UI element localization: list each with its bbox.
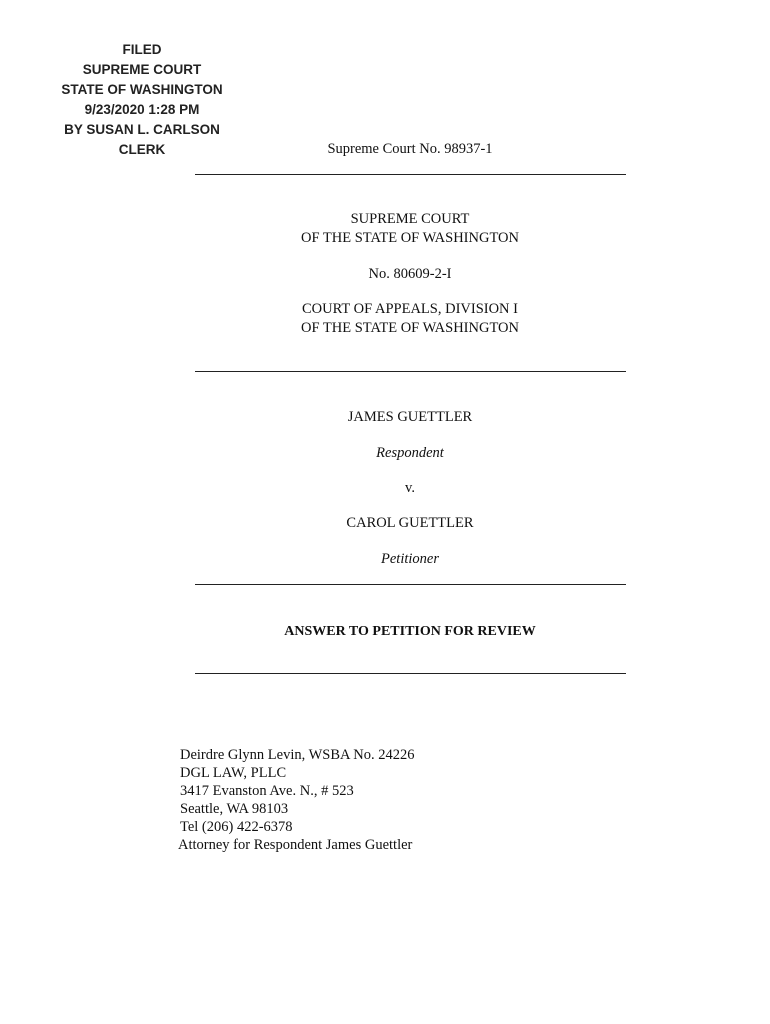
stamp-clerk-title: CLERK: [118, 142, 166, 157]
stamp-clerk-name: BY SUSAN L. CARLSON: [64, 122, 220, 137]
attorney-firm: DGL LAW, PLLC: [180, 765, 287, 781]
attorney-name: Deirdre Glynn Levin, WSBA No. 24226: [180, 747, 415, 763]
divider-rule: [195, 174, 626, 175]
court-name-line1: SUPREME COURT: [350, 211, 470, 227]
appeal-number: No. 80609-2-I: [368, 266, 452, 282]
stamp-state: STATE OF WASHINGTON: [61, 82, 223, 97]
respondent-name: JAMES GUETTLER: [347, 409, 473, 425]
court-name-line2: OF THE STATE OF WASHINGTON: [301, 230, 519, 246]
divider-rule: [195, 673, 626, 674]
supreme-court-number: Supreme Court No. 98937-1: [327, 141, 493, 157]
attorney-block: [180, 746, 415, 854]
respondent-role: Respondent: [376, 445, 444, 461]
appeals-court-line1: COURT OF APPEALS, DIVISION I: [302, 301, 518, 317]
stamp-court: SUPREME COURT: [82, 62, 202, 77]
stamp-datetime: 9/23/2020 1:28 PM: [84, 102, 200, 117]
petitioner-role: Petitioner: [381, 551, 439, 567]
document-title: ANSWER TO PETITION FOR REVIEW: [284, 624, 536, 639]
appeals-court-line2: OF THE STATE OF WASHINGTON: [301, 320, 519, 336]
attorney-representation: Attorney for Respondent James Guettler: [178, 837, 413, 853]
petitioner-name: CAROL GUETTLER: [346, 515, 474, 531]
attorney-street: 3417 Evanston Ave. N., # 523: [180, 783, 354, 799]
attorney-phone: Tel (206) 422-6378: [180, 819, 293, 835]
attorney-city: Seattle, WA 98103: [180, 801, 289, 817]
versus: v.: [405, 480, 415, 496]
divider-rule: [195, 371, 626, 372]
stamp-filed: FILED: [122, 42, 162, 57]
divider-rule: [195, 584, 626, 585]
